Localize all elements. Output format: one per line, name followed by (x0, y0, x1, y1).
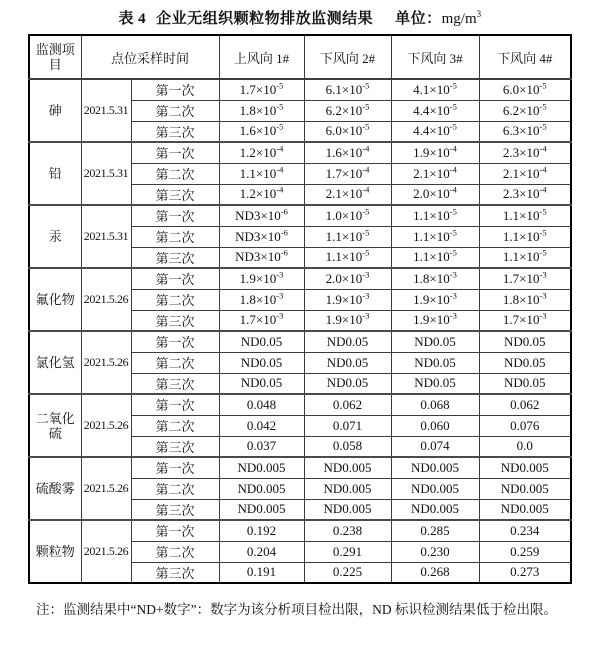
value-cell: ND0.005 (391, 457, 479, 478)
table-row (29, 268, 571, 289)
value-cell: 0.037 (219, 436, 304, 457)
value-cell: $6.1\times 10^{-5}$ (304, 79, 391, 100)
value-cell: ND0.005 (304, 499, 391, 520)
trial-cell: 第二次 (131, 289, 219, 310)
item-cell: 硫酸雾 (29, 457, 81, 520)
table-header (29, 35, 571, 79)
trial-cell: 第一次 (131, 268, 219, 289)
value-cell: $1.6\times 10^{-5}$ (219, 121, 304, 142)
value-cell: $ND3\times 10^{-6}$ (219, 205, 304, 226)
trial-cell: 第二次 (131, 352, 219, 373)
value-cell: ND0.05 (479, 373, 571, 394)
item-cell: 氯化氢 (29, 331, 81, 394)
value-cell: $2.0\times 10^{-3}$ (304, 268, 391, 289)
value-cell: $1.0\times 10^{-5}$ (304, 205, 391, 226)
value-cell: 0.192 (219, 520, 304, 541)
value-cell: 0.259 (479, 541, 571, 562)
item-cell: 颗粒物 (29, 520, 81, 583)
trial-cell: 第三次 (131, 310, 219, 331)
value-cell: 0.058 (304, 436, 391, 457)
item-cell: 二氧化硫 (29, 394, 81, 457)
value-cell: 0.042 (219, 415, 304, 436)
value-cell: $4.4\times 10^{-5}$ (391, 100, 479, 121)
value-cell: ND0.05 (391, 352, 479, 373)
table-title (0, 7, 600, 28)
header-upwind-1: 上风向 1# (219, 35, 304, 79)
table-title-text: 企业无组织颗粒物排放监测结果 (156, 11, 374, 27)
unit-value: mg/m (441, 11, 477, 27)
value-cell: $2.1\times 10^{-4}$ (479, 163, 571, 184)
value-cell: $1.9\times 10^{-3}$ (391, 289, 479, 310)
value-cell: ND0.05 (219, 352, 304, 373)
value-cell: 0.062 (479, 394, 571, 415)
value-cell: $6.3\times 10^{-5}$ (479, 121, 571, 142)
date-cell: 2021.5.31 (81, 79, 131, 142)
value-cell: ND0.05 (304, 331, 391, 352)
value-cell: 0.273 (479, 562, 571, 583)
value-cell: $1.6\times 10^{-4}$ (304, 142, 391, 163)
trial-cell: 第三次 (131, 562, 219, 583)
trial-cell: 第三次 (131, 184, 219, 205)
value-cell: ND0.005 (304, 478, 391, 499)
value-cell: ND0.005 (304, 457, 391, 478)
value-cell: 0.076 (479, 415, 571, 436)
value-cell: $1.7\times 10^{-4}$ (304, 163, 391, 184)
value-cell: ND0.005 (479, 457, 571, 478)
value-cell: 0.268 (391, 562, 479, 583)
value-cell: $ND3\times 10^{-6}$ (219, 226, 304, 247)
value-cell: $1.8\times 10^{-3}$ (479, 289, 571, 310)
unit-label: 单位： (395, 11, 442, 27)
value-cell: ND0.05 (304, 352, 391, 373)
item-cell: 氟化物 (29, 268, 81, 331)
value-cell: $1.9\times 10^{-3}$ (391, 310, 479, 331)
date-cell: 2021.5.26 (81, 331, 131, 394)
value-cell: ND0.005 (219, 457, 304, 478)
table-number: 表 4 (118, 11, 147, 27)
value-cell: 0.062 (304, 394, 391, 415)
date-cell: 2021.5.26 (81, 520, 131, 583)
value-cell: $1.7\times 10^{-3}$ (219, 310, 304, 331)
value-cell: 0.291 (304, 541, 391, 562)
trial-cell: 第一次 (131, 394, 219, 415)
value-cell: ND0.05 (219, 373, 304, 394)
value-cell: $1.1\times 10^{-5}$ (391, 247, 479, 268)
trial-cell: 第一次 (131, 457, 219, 478)
value-cell: $2.0\times 10^{-4}$ (391, 184, 479, 205)
monitoring-table-body (29, 79, 571, 583)
date-cell: 2021.5.31 (81, 205, 131, 268)
value-cell: $2.1\times 10^{-4}$ (391, 163, 479, 184)
value-cell: ND0.005 (219, 478, 304, 499)
value-cell: $1.8\times 10^{-5}$ (219, 100, 304, 121)
value-cell: 0.225 (304, 562, 391, 583)
date-cell: 2021.5.26 (81, 394, 131, 457)
value-cell: 0.071 (304, 415, 391, 436)
value-cell: 0.0 (479, 436, 571, 457)
footnote: 注：监测结果中“ND+数字”：数字为该分析项目检出限，ND 标识检测结果低于检出限。 (36, 602, 557, 617)
value-cell: $1.9\times 10^{-3}$ (304, 310, 391, 331)
value-cell: ND0.005 (391, 478, 479, 499)
value-cell: $1.1\times 10^{-5}$ (391, 226, 479, 247)
header-downwind-4: 下风向 4# (479, 35, 571, 79)
value-cell: $1.8\times 10^{-3}$ (219, 289, 304, 310)
value-cell: $6.2\times 10^{-5}$ (304, 100, 391, 121)
value-cell: $1.1\times 10^{-4}$ (219, 163, 304, 184)
trial-cell: 第二次 (131, 163, 219, 184)
value-cell: $1.9\times 10^{-4}$ (391, 142, 479, 163)
trial-cell: 第一次 (131, 331, 219, 352)
value-cell: 0.238 (304, 520, 391, 541)
trial-cell: 第二次 (131, 100, 219, 121)
header-sampling: 点位采样时间 (81, 35, 219, 79)
date-cell: 2021.5.26 (81, 268, 131, 331)
value-cell: 0.191 (219, 562, 304, 583)
value-cell: $ND3\times 10^{-6}$ (219, 247, 304, 268)
table-row (29, 142, 571, 163)
value-cell: 0.060 (391, 415, 479, 436)
trial-cell: 第一次 (131, 142, 219, 163)
value-cell: ND0.05 (304, 373, 391, 394)
value-cell: $1.1\times 10^{-5}$ (304, 226, 391, 247)
trial-cell: 第二次 (131, 226, 219, 247)
value-cell: $1.7\times 10^{-5}$ (219, 79, 304, 100)
trial-cell: 第三次 (131, 499, 219, 520)
value-cell: $6.0\times 10^{-5}$ (479, 79, 571, 100)
value-cell: ND0.05 (391, 373, 479, 394)
value-cell: $1.2\times 10^{-4}$ (219, 142, 304, 163)
value-cell: ND0.05 (479, 352, 571, 373)
value-cell: $1.1\times 10^{-5}$ (479, 205, 571, 226)
value-cell: 0.074 (391, 436, 479, 457)
table-row (29, 457, 571, 478)
value-cell: $1.9\times 10^{-3}$ (304, 289, 391, 310)
value-cell: 0.230 (391, 541, 479, 562)
date-cell: 2021.5.31 (81, 142, 131, 205)
header-row (29, 35, 571, 79)
unit-exponent: 3 (476, 9, 482, 19)
value-cell: ND0.005 (391, 499, 479, 520)
trial-cell: 第二次 (131, 415, 219, 436)
trial-cell: 第二次 (131, 478, 219, 499)
value-cell: $4.1\times 10^{-5}$ (391, 79, 479, 100)
value-cell: $2.3\times 10^{-4}$ (479, 184, 571, 205)
item-cell: 汞 (29, 205, 81, 268)
item-cell: 砷 (29, 79, 81, 142)
value-cell: $2.3\times 10^{-4}$ (479, 142, 571, 163)
header-downwind-2: 下风向 2# (304, 35, 391, 79)
trial-cell: 第二次 (131, 541, 219, 562)
value-cell: ND0.05 (479, 331, 571, 352)
value-cell: ND0.005 (479, 478, 571, 499)
header-item: 监测项目 (29, 35, 81, 79)
value-cell: ND0.005 (479, 499, 571, 520)
value-cell: $1.1\times 10^{-5}$ (479, 247, 571, 268)
value-cell: $4.4\times 10^{-5}$ (391, 121, 479, 142)
item-cell: 铅 (29, 142, 81, 205)
value-cell: ND0.05 (391, 331, 479, 352)
value-cell: $1.1\times 10^{-5}$ (304, 247, 391, 268)
table-row (29, 520, 571, 541)
header-downwind-3: 下风向 3# (391, 35, 479, 79)
table-row (29, 205, 571, 226)
trial-cell: 第一次 (131, 205, 219, 226)
table-row (29, 394, 571, 415)
date-cell: 2021.5.26 (81, 457, 131, 520)
value-cell: 0.204 (219, 541, 304, 562)
value-cell: $1.1\times 10^{-5}$ (479, 226, 571, 247)
table-row (29, 79, 571, 100)
value-cell: $1.7\times 10^{-3}$ (479, 310, 571, 331)
value-cell: ND0.05 (219, 331, 304, 352)
trial-cell: 第三次 (131, 247, 219, 268)
value-cell: $1.1\times 10^{-5}$ (391, 205, 479, 226)
value-cell: 0.234 (479, 520, 571, 541)
value-cell: $2.1\times 10^{-4}$ (304, 184, 391, 205)
value-cell: $6.0\times 10^{-5}$ (304, 121, 391, 142)
trial-cell: 第三次 (131, 373, 219, 394)
value-cell: $1.7\times 10^{-3}$ (479, 268, 571, 289)
value-cell: 0.285 (391, 520, 479, 541)
value-cell: 0.048 (219, 394, 304, 415)
value-cell: 0.068 (391, 394, 479, 415)
document-page (0, 7, 600, 670)
value-cell: $1.9\times 10^{-3}$ (219, 268, 304, 289)
trial-cell: 第三次 (131, 436, 219, 457)
value-cell: $1.8\times 10^{-3}$ (391, 268, 479, 289)
value-cell: $6.2\times 10^{-5}$ (479, 100, 571, 121)
monitoring-table (28, 34, 572, 584)
table-row (29, 331, 571, 352)
trial-cell: 第一次 (131, 520, 219, 541)
trial-cell: 第一次 (131, 79, 219, 100)
trial-cell: 第三次 (131, 121, 219, 142)
value-cell: ND0.005 (219, 499, 304, 520)
value-cell: $1.2\times 10^{-4}$ (219, 184, 304, 205)
